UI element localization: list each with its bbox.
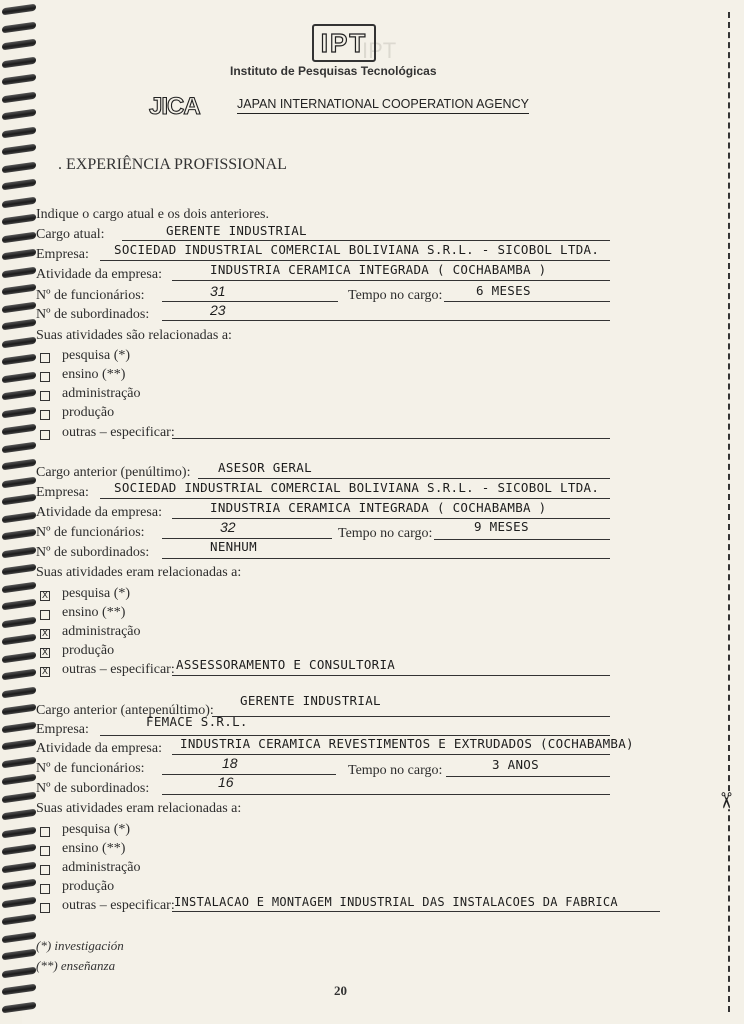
current-subordinados-line	[162, 320, 610, 321]
ante-subordinados-label: Nº de subordinados:	[36, 781, 150, 796]
spiral-coil	[2, 879, 36, 891]
ante-activity-label: pesquisa (*)	[62, 822, 131, 837]
ante-tempo-line	[446, 776, 610, 777]
prev-subordinados-value[interactable]: NENHUM	[210, 539, 257, 554]
prev-atividade-label: Atividade da empresa:	[36, 505, 162, 520]
current-empresa-value[interactable]: SOCIEDAD INDUSTRIAL COMERCIAL BOLIVIANA S.R.L. - SICOBOL LTDA.	[114, 242, 600, 257]
form-page	[22, 0, 744, 1024]
prev-outras-value[interactable]: ASSESSORAMENTO E CONSULTORIA	[176, 657, 396, 672]
current-activity-checkbox[interactable]	[40, 430, 50, 440]
current-empresa-label: Empresa:	[36, 247, 89, 262]
ante-activity-label: ensino (**)	[62, 841, 126, 856]
jica-name: JAPAN INTERNATIONAL COOPERATION AGENCY	[237, 97, 529, 114]
spiral-coil	[2, 966, 36, 978]
prev-cargo-line	[198, 478, 610, 479]
spiral-coil	[2, 476, 36, 488]
spiral-coil	[2, 721, 36, 733]
ante-funcionarios-line	[162, 774, 336, 775]
current-funcionarios-line	[162, 301, 338, 302]
ante-empresa-value[interactable]: FEMACE S.R.L.	[146, 714, 248, 729]
spiral-coil	[2, 896, 36, 908]
section-title: . EXPERIÊNCIA PROFISSIONAL	[58, 156, 287, 173]
prev-empresa-label: Empresa:	[36, 485, 89, 500]
prev-activity-label: administração	[62, 624, 141, 639]
current-empresa-line	[100, 260, 610, 261]
ante-activities-label: Suas atividades eram relacionadas a:	[36, 801, 242, 816]
ante-cargo-line	[212, 716, 610, 717]
prev-empresa-line	[100, 498, 610, 499]
current-tempo-line	[444, 301, 610, 302]
spiral-coil	[2, 581, 36, 593]
spiral-coil	[2, 669, 36, 681]
ante-tempo-value[interactable]: 3 ANOS	[492, 757, 539, 772]
current-cargo-line	[122, 240, 610, 241]
spiral-coil	[2, 389, 36, 401]
prev-activity-label: outras – especificar:	[62, 662, 175, 677]
current-activity-checkbox[interactable]	[40, 410, 50, 420]
spiral-coil	[2, 266, 36, 278]
spiral-coil	[2, 371, 36, 383]
ante-activity-checkbox[interactable]	[40, 827, 50, 837]
current-activity-checkbox[interactable]	[40, 353, 50, 363]
current-activity-checkbox[interactable]	[40, 372, 50, 382]
spiral-coil	[2, 301, 36, 313]
prev-activity-checkbox[interactable]: X	[41, 667, 49, 677]
spiral-coil	[2, 774, 36, 786]
spiral-coil	[2, 4, 36, 16]
institute-name: Instituto de Pesquisas Tecnológicas	[230, 64, 437, 78]
spiral-coil	[2, 249, 36, 261]
ante-empresa-label: Empresa:	[36, 722, 89, 737]
ante-subordinados-line	[162, 794, 610, 795]
prev-subordinados-line	[162, 558, 610, 559]
spiral-coil	[2, 126, 36, 138]
ipt-logo: IPT	[312, 24, 376, 62]
spiral-coil	[2, 984, 36, 996]
spiral-coil	[2, 179, 36, 191]
prev-funcionarios-value[interactable]: 32	[220, 519, 236, 535]
spiral-coil	[2, 424, 36, 436]
scissors-icon: ✂	[712, 791, 738, 810]
current-tempo-label: Tempo no cargo:	[348, 288, 443, 303]
spiral-coil	[2, 144, 36, 156]
spiral-coil	[2, 599, 36, 611]
prev-atividade-line	[172, 518, 610, 519]
spiral-coil	[2, 529, 36, 541]
spiral-coil	[2, 459, 36, 471]
spiral-coil	[2, 756, 36, 768]
bleed-through-logo: IPT	[362, 38, 397, 63]
ante-activity-checkbox[interactable]	[40, 884, 50, 894]
prev-cargo-value[interactable]: ASESOR GERAL	[218, 460, 312, 475]
spiral-coil	[2, 284, 36, 296]
prev-empresa-value[interactable]: SOCIEDAD INDUSTRIAL COMERCIAL BOLIVIANA S.R.L. - SICOBOL LTDA.	[114, 480, 600, 495]
ante-cargo-value[interactable]: GERENTE INDUSTRIAL	[240, 693, 381, 708]
prev-tempo-value[interactable]: 9 MESES	[474, 519, 529, 534]
spiral-coil	[2, 441, 36, 453]
ante-activity-label: outras – especificar:	[62, 898, 175, 913]
spiral-coil	[2, 686, 36, 698]
spiral-coil	[2, 861, 36, 873]
jica-logo: JICA	[149, 93, 200, 120]
spiral-coil	[2, 39, 36, 51]
prev-cargo-label: Cargo anterior (penúltimo):	[36, 465, 191, 480]
spiral-coil	[2, 914, 36, 926]
current-activity-label: outras – especificar:	[62, 425, 175, 440]
current-activity-checkbox[interactable]	[40, 391, 50, 401]
instruction-text: Indique o cargo atual e os dois anteriores.	[36, 207, 270, 222]
spiral-coil	[2, 511, 36, 523]
current-funcionarios-label: Nº de funcionários:	[36, 288, 145, 303]
spiral-coil	[2, 739, 36, 751]
current-activity-label: pesquisa (*)	[62, 348, 131, 363]
prev-activity-checkbox[interactable]: X	[41, 629, 49, 639]
spiral-coil	[2, 494, 36, 506]
spiral-coil	[2, 319, 36, 331]
current-funcionarios-value[interactable]: 31	[210, 283, 226, 299]
spiral-coil	[2, 949, 36, 961]
prev-activity-checkbox[interactable]	[40, 610, 50, 620]
ante-cargo-label: Cargo anterior (antepenúltimo):	[36, 703, 214, 718]
current-subordinados-value[interactable]: 23	[210, 302, 226, 318]
footnote-investigacion: (*) investigación	[36, 938, 124, 953]
page-number: 20	[334, 983, 347, 998]
current-activity-label: ensino (**)	[62, 367, 126, 382]
spiral-coil	[2, 354, 36, 366]
ante-activity-label: produção	[62, 879, 115, 894]
prev-tempo-label: Tempo no cargo:	[338, 526, 433, 541]
current-activities-label: Suas atividades são relacionadas a:	[36, 328, 232, 343]
spiral-coil	[2, 91, 36, 103]
prev-activity-label: pesquisa (*)	[62, 586, 131, 601]
spiral-coil	[2, 161, 36, 173]
current-subordinados-label: Nº de subordinados:	[36, 307, 150, 322]
ante-activity-checkbox[interactable]	[40, 846, 50, 856]
current-cargo-value[interactable]: GERENTE INDUSTRIAL	[166, 223, 307, 238]
current-atividade-line	[172, 280, 610, 281]
current-atividade-label: Atividade da empresa:	[36, 267, 162, 282]
ante-tempo-label: Tempo no cargo:	[348, 763, 443, 778]
prev-activity-checkbox[interactable]: X	[41, 591, 49, 601]
spiral-coil	[2, 651, 36, 663]
spiral-coil	[2, 546, 36, 558]
spiral-coil	[2, 791, 36, 803]
spiral-coil	[2, 564, 36, 576]
current-cargo-label: Cargo atual:	[36, 227, 105, 242]
current-tempo-value[interactable]: 6 MESES	[476, 283, 531, 298]
ante-activity-checkbox[interactable]	[40, 903, 50, 913]
ante-atividade-label: Atividade da empresa:	[36, 741, 162, 756]
prev-activities-label: Suas atividades eram relacionadas a:	[36, 565, 242, 580]
ante-subordinados-value[interactable]: 16	[218, 774, 234, 790]
current-atividade-value[interactable]: INDUSTRIA CERAMICA INTEGRADA ( COCHABAMBA )	[210, 262, 547, 277]
cut-line	[728, 12, 730, 1012]
spiral-coil	[2, 634, 36, 646]
spiral-coil	[2, 109, 36, 121]
ante-activity-checkbox[interactable]	[40, 865, 50, 875]
ante-funcionarios-value[interactable]: 18	[222, 755, 238, 771]
spiral-coil	[2, 826, 36, 838]
prev-activity-label: ensino (**)	[62, 605, 126, 620]
spiral-coil	[2, 406, 36, 418]
spiral-coil	[2, 809, 36, 821]
prev-outras-line	[172, 675, 610, 676]
spiral-binding	[0, 0, 40, 1024]
spiral-coil	[2, 931, 36, 943]
ante-outras-line	[172, 911, 660, 912]
current-outras-line	[172, 438, 610, 439]
footnote-ensenanza: (**) enseñanza	[36, 958, 116, 973]
current-activity-label: administração	[62, 386, 141, 401]
prev-activity-checkbox[interactable]: X	[41, 648, 49, 658]
spiral-coil	[2, 1001, 36, 1013]
spiral-coil	[2, 74, 36, 86]
prev-funcionarios-label: Nº de funcionários:	[36, 525, 145, 540]
spiral-coil	[2, 196, 36, 208]
prev-activity-label: produção	[62, 643, 115, 658]
spiral-coil	[2, 231, 36, 243]
current-activity-label: produção	[62, 405, 115, 420]
ante-outras-value[interactable]: INSTALACAO E MONTAGEM INDUSTRIAL DAS INSTALACOES DA FABRICA	[174, 895, 618, 909]
ante-activity-label: administração	[62, 860, 141, 875]
spiral-coil	[2, 616, 36, 628]
spiral-coil	[2, 336, 36, 348]
spiral-coil	[2, 214, 36, 226]
prev-tempo-line	[434, 539, 610, 540]
prev-subordinados-label: Nº de subordinados:	[36, 545, 150, 560]
spiral-coil	[2, 704, 36, 716]
spiral-coil	[2, 56, 36, 68]
ante-funcionarios-label: Nº de funcionários:	[36, 761, 145, 776]
ante-atividade-value[interactable]: INDUSTRIA CERAMICA REVESTIMENTOS E EXTRUDADOS (COCHABAMBA)	[180, 736, 634, 751]
prev-atividade-value[interactable]: INDUSTRIA CERAMICA INTEGRADA ( COCHABAMBA )	[210, 500, 547, 515]
spiral-coil	[2, 844, 36, 856]
spiral-coil	[2, 21, 36, 33]
